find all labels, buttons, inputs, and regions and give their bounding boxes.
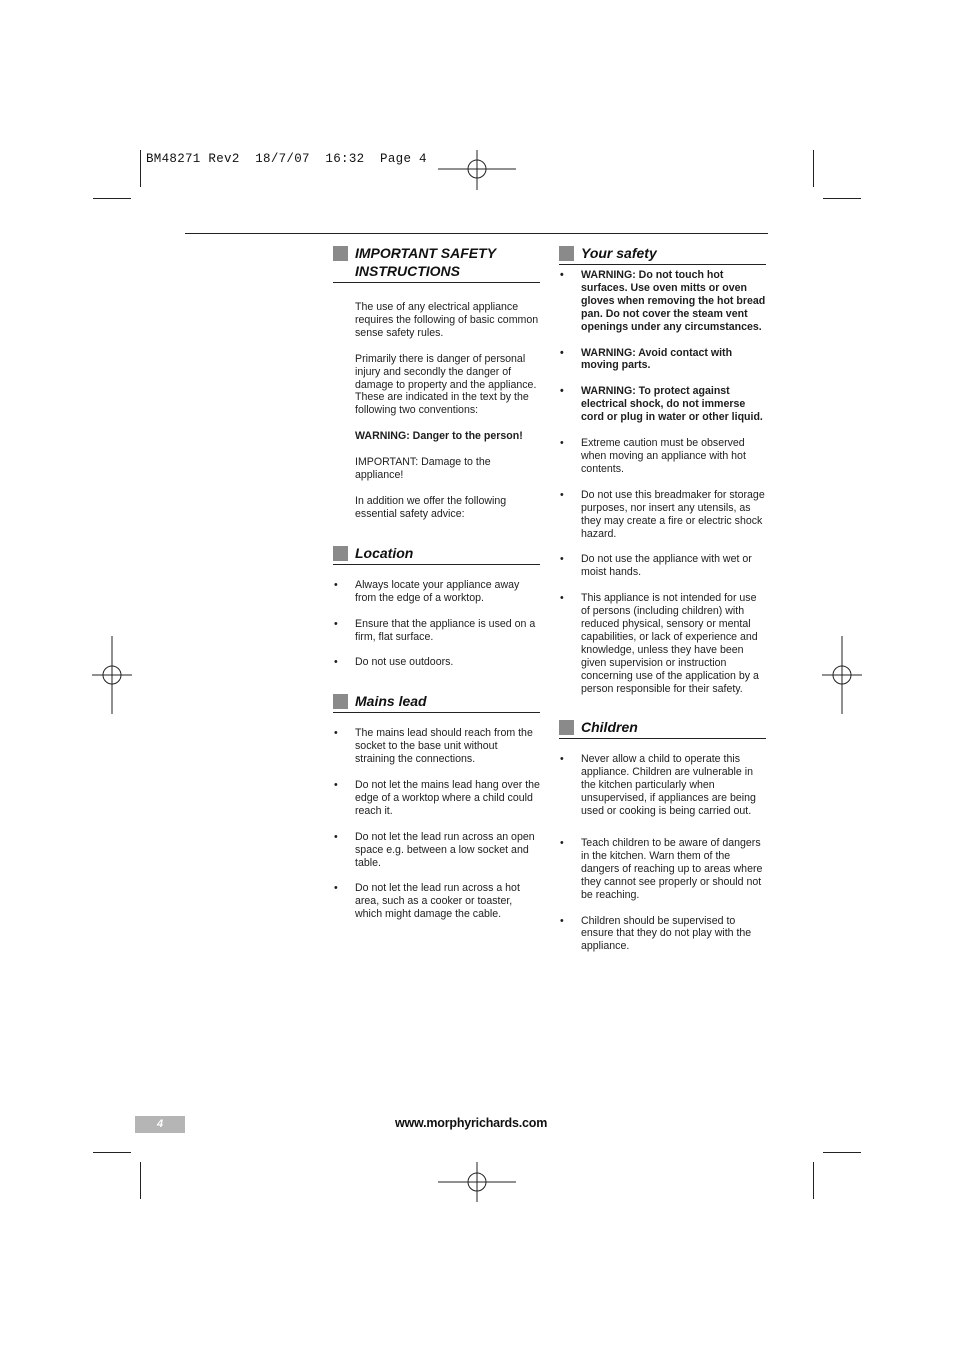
list-item: • This appliance is not intended for use of persons (including children) with reduced physical, sensory or mental capabilities, or lack of experience and knowledge, unless they have been given supervision or instruction concerning use of the application by a person responsible for their safety. (560, 592, 759, 695)
warning-convention: WARNING: Danger to the person! (355, 430, 523, 443)
list-item: • Do not use the appliance with wet or moist hands. (560, 553, 752, 579)
heading-square-icon (333, 246, 348, 261)
list-item: • WARNING: Do not touch hot surfaces. Use oven mitts or oven gloves when removing the hot bread pan. Do not cover the steam vent openings under any circumstances. (560, 269, 766, 333)
crop-mark (140, 150, 141, 187)
list-item: • Do not use this breadmaker for storage purposes, nor insert any utensils, as they may create a fire or electric shock hazard. (560, 488, 765, 540)
list-item: • Never allow a child to operate this appliance. Children are vulnerable in the kitchen particularly when unsupervised, if appliances are being used or cooking is being carried out. (560, 753, 756, 818)
top-rule (185, 233, 768, 234)
registration-mark-icon (438, 1162, 516, 1202)
paragraph: Primarily there is danger of personal injury and secondly the danger of damage to property and the appliance. These are indicated in the text by the following two conventions: (355, 352, 537, 417)
page-number: 4 (135, 1116, 185, 1133)
section-title: Mains lead (355, 693, 427, 710)
section-title: Location (355, 544, 414, 561)
your-safety-list (559, 269, 766, 695)
important-convention: IMPORTANT: Damage to the appliance! (355, 456, 491, 482)
mains-lead-list (333, 727, 540, 921)
list-item: • Do not let the lead run across a hot area, such as a cooker or toaster, which might damage the cable. (334, 882, 520, 921)
crop-mark (93, 1152, 131, 1153)
children-list (559, 753, 766, 953)
section-title: IMPORTANT SAFETY INSTRUCTIONS (355, 245, 496, 279)
paragraph: The use of any electrical appliance requires the following of basic common sense safety rules. (355, 301, 539, 339)
heading-square-icon (559, 720, 574, 735)
section-heading-important-safety (333, 245, 540, 283)
heading-square-icon (333, 546, 348, 561)
list-item: • Do not let the lead run across an open space e.g. between a low socket and table. (334, 830, 535, 869)
list-item: • WARNING: Avoid contact with moving parts. (560, 346, 733, 372)
heading-square-icon (333, 694, 348, 709)
section-title: Your safety (581, 245, 657, 261)
registration-mark-icon (92, 636, 132, 714)
section-title: Children (581, 719, 638, 736)
list-item: • Teach children to be aware of dangers in the kitchen. Warn them of the dangers of reaching up to areas where they cannot see properly or should not be reaching. (560, 837, 763, 901)
list-item: • Extreme caution must be observed when moving an appliance with hot contents. (560, 437, 746, 475)
crop-mark (813, 1162, 814, 1199)
heading-square-icon (559, 246, 574, 261)
crop-mark (93, 198, 131, 199)
list-item: • Children should be supervised to ensure that they do not play with the appliance. (560, 914, 752, 953)
location-list (333, 579, 540, 670)
crop-mark (140, 1162, 141, 1199)
list-item: • Ensure that the appliance is used on a firm, flat surface. (334, 617, 536, 643)
print-slug: BM48271 Rev2 18/7/07 16:32 Page 4 (146, 152, 427, 166)
list-item: • WARNING: To protect against electrical shock, do not immerse cord or plug in water or other liquid. (560, 385, 763, 424)
section-heading-your-safety (559, 245, 766, 265)
crop-mark (823, 198, 861, 199)
crop-mark (823, 1152, 861, 1153)
registration-mark-icon (822, 636, 862, 714)
section-heading-children (559, 719, 766, 739)
section-heading-mains-lead (333, 693, 540, 713)
column-right (559, 245, 766, 966)
crop-mark (813, 150, 814, 187)
registration-mark-icon (438, 150, 516, 190)
section-heading-location (333, 545, 540, 565)
list-item: • Do not use outdoors. (334, 656, 454, 669)
list-item: • The mains lead should reach from the socket to the base unit without straining the connections. (334, 727, 533, 766)
list-item: • Always locate your appliance away from the edge of a worktop. (334, 578, 520, 604)
list-item: • Do not let the mains lead hang over the edge of a worktop where a child could reach it. (334, 779, 540, 817)
paragraph: In addition we offer the following essential safety advice: (355, 494, 507, 520)
website-url: www.morphyrichards.com (395, 1116, 548, 1130)
column-left (333, 245, 540, 934)
